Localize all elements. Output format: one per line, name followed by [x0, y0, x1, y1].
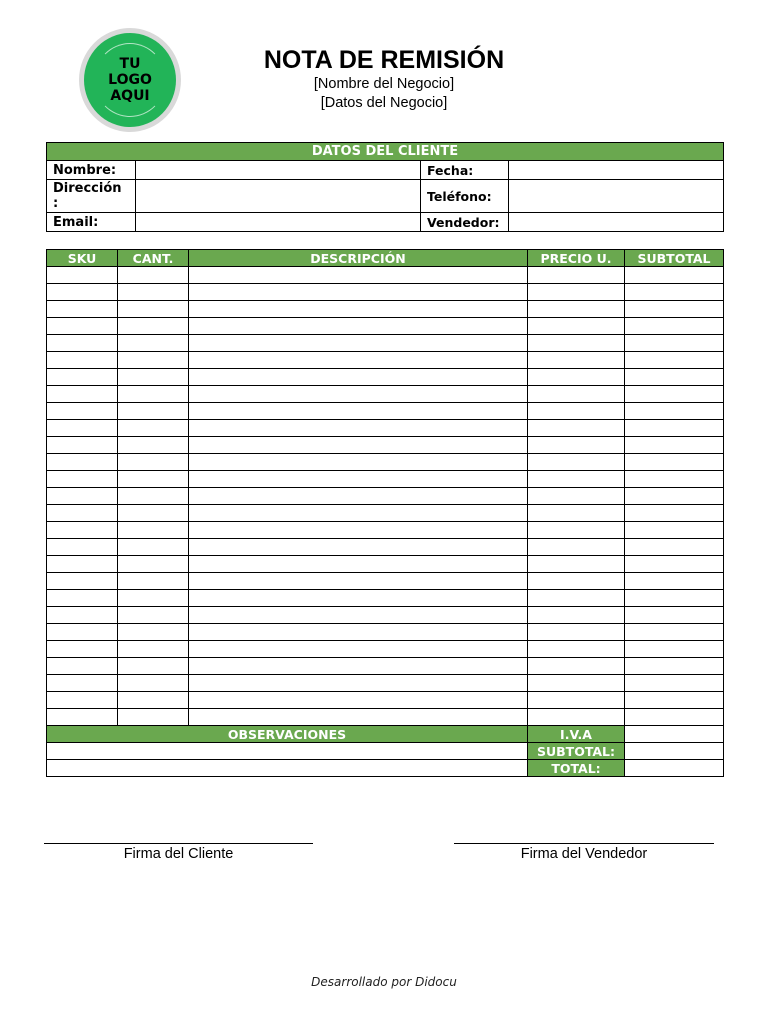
item-cell[interactable] [118, 692, 189, 709]
unit-price-header: PRECIO U. [528, 250, 625, 267]
item-cell[interactable] [625, 641, 724, 658]
item-cell[interactable] [528, 284, 625, 301]
item-cell[interactable] [47, 454, 118, 471]
seller-signature-line [454, 843, 714, 844]
item-cell[interactable] [189, 386, 528, 403]
item-cell[interactable] [625, 522, 724, 539]
logo-line-3: AQUI [110, 88, 150, 104]
footer-credit: Desarrollado por Didocu [311, 975, 457, 989]
item-cell[interactable] [528, 318, 625, 335]
item-cell[interactable] [528, 301, 625, 318]
item-cell[interactable] [189, 488, 528, 505]
item-cell[interactable] [118, 335, 189, 352]
item-cell[interactable] [528, 641, 625, 658]
item-cell[interactable] [625, 318, 724, 335]
item-cell[interactable] [118, 607, 189, 624]
table-row [47, 369, 724, 386]
item-cell[interactable] [528, 505, 625, 522]
item-cell[interactable] [47, 556, 118, 573]
client-data-table [46, 142, 724, 232]
item-cell[interactable] [528, 692, 625, 709]
item-cell[interactable] [189, 573, 528, 590]
table-row [47, 488, 724, 505]
item-cell[interactable] [118, 658, 189, 675]
iva-label: I.V.A [528, 726, 625, 743]
item-cell[interactable] [118, 420, 189, 437]
item-cell[interactable] [528, 454, 625, 471]
item-cell[interactable] [528, 386, 625, 403]
table-row [47, 471, 724, 488]
item-cell[interactable] [118, 624, 189, 641]
item-cell[interactable] [625, 301, 724, 318]
item-cell[interactable] [47, 522, 118, 539]
document-title: NOTA DE REMISIÓN [263, 46, 505, 74]
client-signature-label: Firma del Cliente [123, 846, 234, 862]
seller-field[interactable] [509, 213, 724, 232]
item-cell[interactable] [118, 505, 189, 522]
item-cell[interactable] [625, 624, 724, 641]
item-cell[interactable] [189, 675, 528, 692]
item-cell[interactable] [118, 675, 189, 692]
item-cell[interactable] [625, 335, 724, 352]
item-cell[interactable] [625, 403, 724, 420]
email-field[interactable] [136, 213, 421, 232]
address-field[interactable] [136, 180, 421, 213]
table-row [47, 675, 724, 692]
item-cell[interactable] [625, 369, 724, 386]
item-cell[interactable] [189, 454, 528, 471]
date-field[interactable] [509, 161, 724, 180]
item-cell[interactable] [528, 403, 625, 420]
item-cell[interactable] [625, 709, 724, 726]
item-cell[interactable] [189, 420, 528, 437]
subtotal-field[interactable] [625, 743, 724, 760]
table-row [47, 692, 724, 709]
table-row [47, 403, 724, 420]
item-cell[interactable] [625, 454, 724, 471]
item-cell[interactable] [118, 403, 189, 420]
item-cell[interactable] [189, 318, 528, 335]
item-cell[interactable] [47, 573, 118, 590]
item-cell[interactable] [625, 607, 724, 624]
item-cell[interactable] [47, 624, 118, 641]
table-row [47, 556, 724, 573]
table-row [47, 573, 724, 590]
description-header: DESCRIPCIÓN [189, 250, 528, 267]
table-row [47, 335, 724, 352]
item-cell[interactable] [47, 658, 118, 675]
item-cell[interactable] [625, 692, 724, 709]
table-row [47, 437, 724, 454]
client-section-title: DATOS DEL CLIENTE [47, 143, 724, 161]
item-cell[interactable] [47, 488, 118, 505]
table-row [47, 284, 724, 301]
item-cell[interactable] [118, 369, 189, 386]
item-cell[interactable] [528, 539, 625, 556]
iva-field[interactable] [625, 726, 724, 743]
item-cell[interactable] [47, 267, 118, 284]
totals-table [46, 725, 724, 777]
item-cell[interactable] [189, 539, 528, 556]
item-cell[interactable] [528, 658, 625, 675]
item-cell[interactable] [47, 471, 118, 488]
item-cell[interactable] [118, 386, 189, 403]
item-cell[interactable] [528, 522, 625, 539]
table-row [47, 420, 724, 437]
sku-header: SKU [47, 250, 118, 267]
table-row [47, 624, 724, 641]
item-cell[interactable] [47, 505, 118, 522]
table-row [47, 590, 724, 607]
business-logo [79, 28, 181, 132]
table-row [47, 522, 724, 539]
table-row [47, 301, 724, 318]
date-label: Fecha: [421, 161, 509, 180]
item-cell[interactable] [528, 590, 625, 607]
item-cell[interactable] [47, 590, 118, 607]
item-cell[interactable] [47, 692, 118, 709]
seller-signature-label: Firma del Vendedor [520, 846, 648, 862]
business-data: [Datos del Negocio] [320, 95, 448, 111]
item-cell[interactable] [189, 403, 528, 420]
item-cell[interactable] [118, 573, 189, 590]
item-cell[interactable] [625, 267, 724, 284]
name-label: Nombre: [47, 161, 136, 180]
item-cell[interactable] [118, 590, 189, 607]
item-cell[interactable] [118, 437, 189, 454]
item-cell[interactable] [625, 437, 724, 454]
item-cell[interactable] [528, 267, 625, 284]
item-cell[interactable] [625, 590, 724, 607]
item-cell[interactable] [118, 318, 189, 335]
item-cell[interactable] [47, 675, 118, 692]
observations-label: OBSERVACIONES [47, 726, 528, 743]
table-row [47, 318, 724, 335]
item-cell[interactable] [528, 335, 625, 352]
address-label: Dirección : [47, 180, 136, 213]
item-cell[interactable] [189, 607, 528, 624]
item-cell[interactable] [118, 301, 189, 318]
item-cell[interactable] [625, 386, 724, 403]
item-cell[interactable] [47, 420, 118, 437]
item-cell[interactable] [189, 301, 528, 318]
table-row [47, 607, 724, 624]
item-cell[interactable] [189, 522, 528, 539]
item-cell[interactable] [47, 386, 118, 403]
logo-line-2: LOGO [108, 72, 152, 88]
item-cell[interactable] [189, 284, 528, 301]
table-row [47, 267, 724, 284]
item-cell[interactable] [47, 539, 118, 556]
item-cell[interactable] [47, 709, 118, 726]
item-cell[interactable] [189, 352, 528, 369]
item-cell[interactable] [528, 352, 625, 369]
item-cell[interactable] [528, 675, 625, 692]
table-row [47, 539, 724, 556]
item-cell[interactable] [189, 556, 528, 573]
table-row [47, 454, 724, 471]
item-cell[interactable] [47, 607, 118, 624]
business-name: [Nombre del Negocio] [313, 76, 455, 92]
item-cell[interactable] [47, 369, 118, 386]
seller-label: Vendedor: [421, 213, 509, 232]
item-cell[interactable] [528, 556, 625, 573]
observations-field-2[interactable] [47, 760, 528, 777]
item-cell[interactable] [528, 607, 625, 624]
subtotal-header: SUBTOTAL [625, 250, 724, 267]
phone-field[interactable] [509, 180, 724, 213]
item-cell[interactable] [47, 335, 118, 352]
table-row [47, 505, 724, 522]
item-cell[interactable] [189, 590, 528, 607]
item-cell[interactable] [189, 335, 528, 352]
name-field[interactable] [136, 161, 421, 180]
item-cell[interactable] [118, 352, 189, 369]
subtotal-label: SUBTOTAL: [528, 743, 625, 760]
item-cell[interactable] [625, 471, 724, 488]
item-cell[interactable] [189, 267, 528, 284]
item-cell[interactable] [625, 420, 724, 437]
table-row [47, 386, 724, 403]
item-cell[interactable] [625, 284, 724, 301]
item-cell[interactable] [118, 267, 189, 284]
item-cell[interactable] [528, 437, 625, 454]
logo-badge [84, 33, 176, 127]
item-cell[interactable] [528, 369, 625, 386]
item-cell[interactable] [189, 658, 528, 675]
item-cell[interactable] [189, 505, 528, 522]
item-cell[interactable] [118, 454, 189, 471]
item-cell[interactable] [625, 556, 724, 573]
item-cell[interactable] [625, 505, 724, 522]
item-cell[interactable] [47, 301, 118, 318]
item-cell[interactable] [118, 488, 189, 505]
item-cell[interactable] [118, 539, 189, 556]
item-cell[interactable] [189, 624, 528, 641]
total-field[interactable] [625, 760, 724, 777]
item-cell[interactable] [625, 352, 724, 369]
item-cell[interactable] [189, 709, 528, 726]
email-label: Email: [47, 213, 136, 232]
item-cell[interactable] [118, 709, 189, 726]
item-cell[interactable] [118, 284, 189, 301]
table-row [47, 352, 724, 369]
item-cell[interactable] [47, 318, 118, 335]
client-signature-line [44, 843, 313, 844]
table-row [47, 709, 724, 726]
item-cell[interactable] [47, 641, 118, 658]
item-cell[interactable] [118, 471, 189, 488]
item-cell[interactable] [528, 624, 625, 641]
item-cell[interactable] [189, 641, 528, 658]
quantity-header: CANT. [118, 250, 189, 267]
item-cell[interactable] [189, 692, 528, 709]
item-cell[interactable] [625, 675, 724, 692]
item-cell[interactable] [528, 709, 625, 726]
item-cell[interactable] [47, 403, 118, 420]
item-cell[interactable] [528, 573, 625, 590]
item-cell[interactable] [528, 420, 625, 437]
observations-field-1[interactable] [47, 743, 528, 760]
item-cell[interactable] [625, 539, 724, 556]
total-label: TOTAL: [528, 760, 625, 777]
item-cell[interactable] [47, 284, 118, 301]
item-cell[interactable] [118, 556, 189, 573]
item-cell[interactable] [47, 352, 118, 369]
item-cell[interactable] [528, 488, 625, 505]
item-cell[interactable] [625, 658, 724, 675]
logo-text [108, 56, 152, 104]
logo-line-1: TU [119, 56, 141, 72]
items-body [47, 267, 724, 726]
item-cell[interactable] [118, 641, 189, 658]
table-row [47, 641, 724, 658]
table-row [47, 658, 724, 675]
item-cell[interactable] [118, 522, 189, 539]
phone-label: Teléfono: [421, 180, 509, 213]
item-cell[interactable] [189, 369, 528, 386]
item-cell[interactable] [528, 471, 625, 488]
item-cell[interactable] [625, 488, 724, 505]
item-cell[interactable] [625, 573, 724, 590]
item-cell[interactable] [189, 471, 528, 488]
item-cell[interactable] [47, 437, 118, 454]
item-cell[interactable] [189, 437, 528, 454]
items-table [46, 249, 724, 726]
